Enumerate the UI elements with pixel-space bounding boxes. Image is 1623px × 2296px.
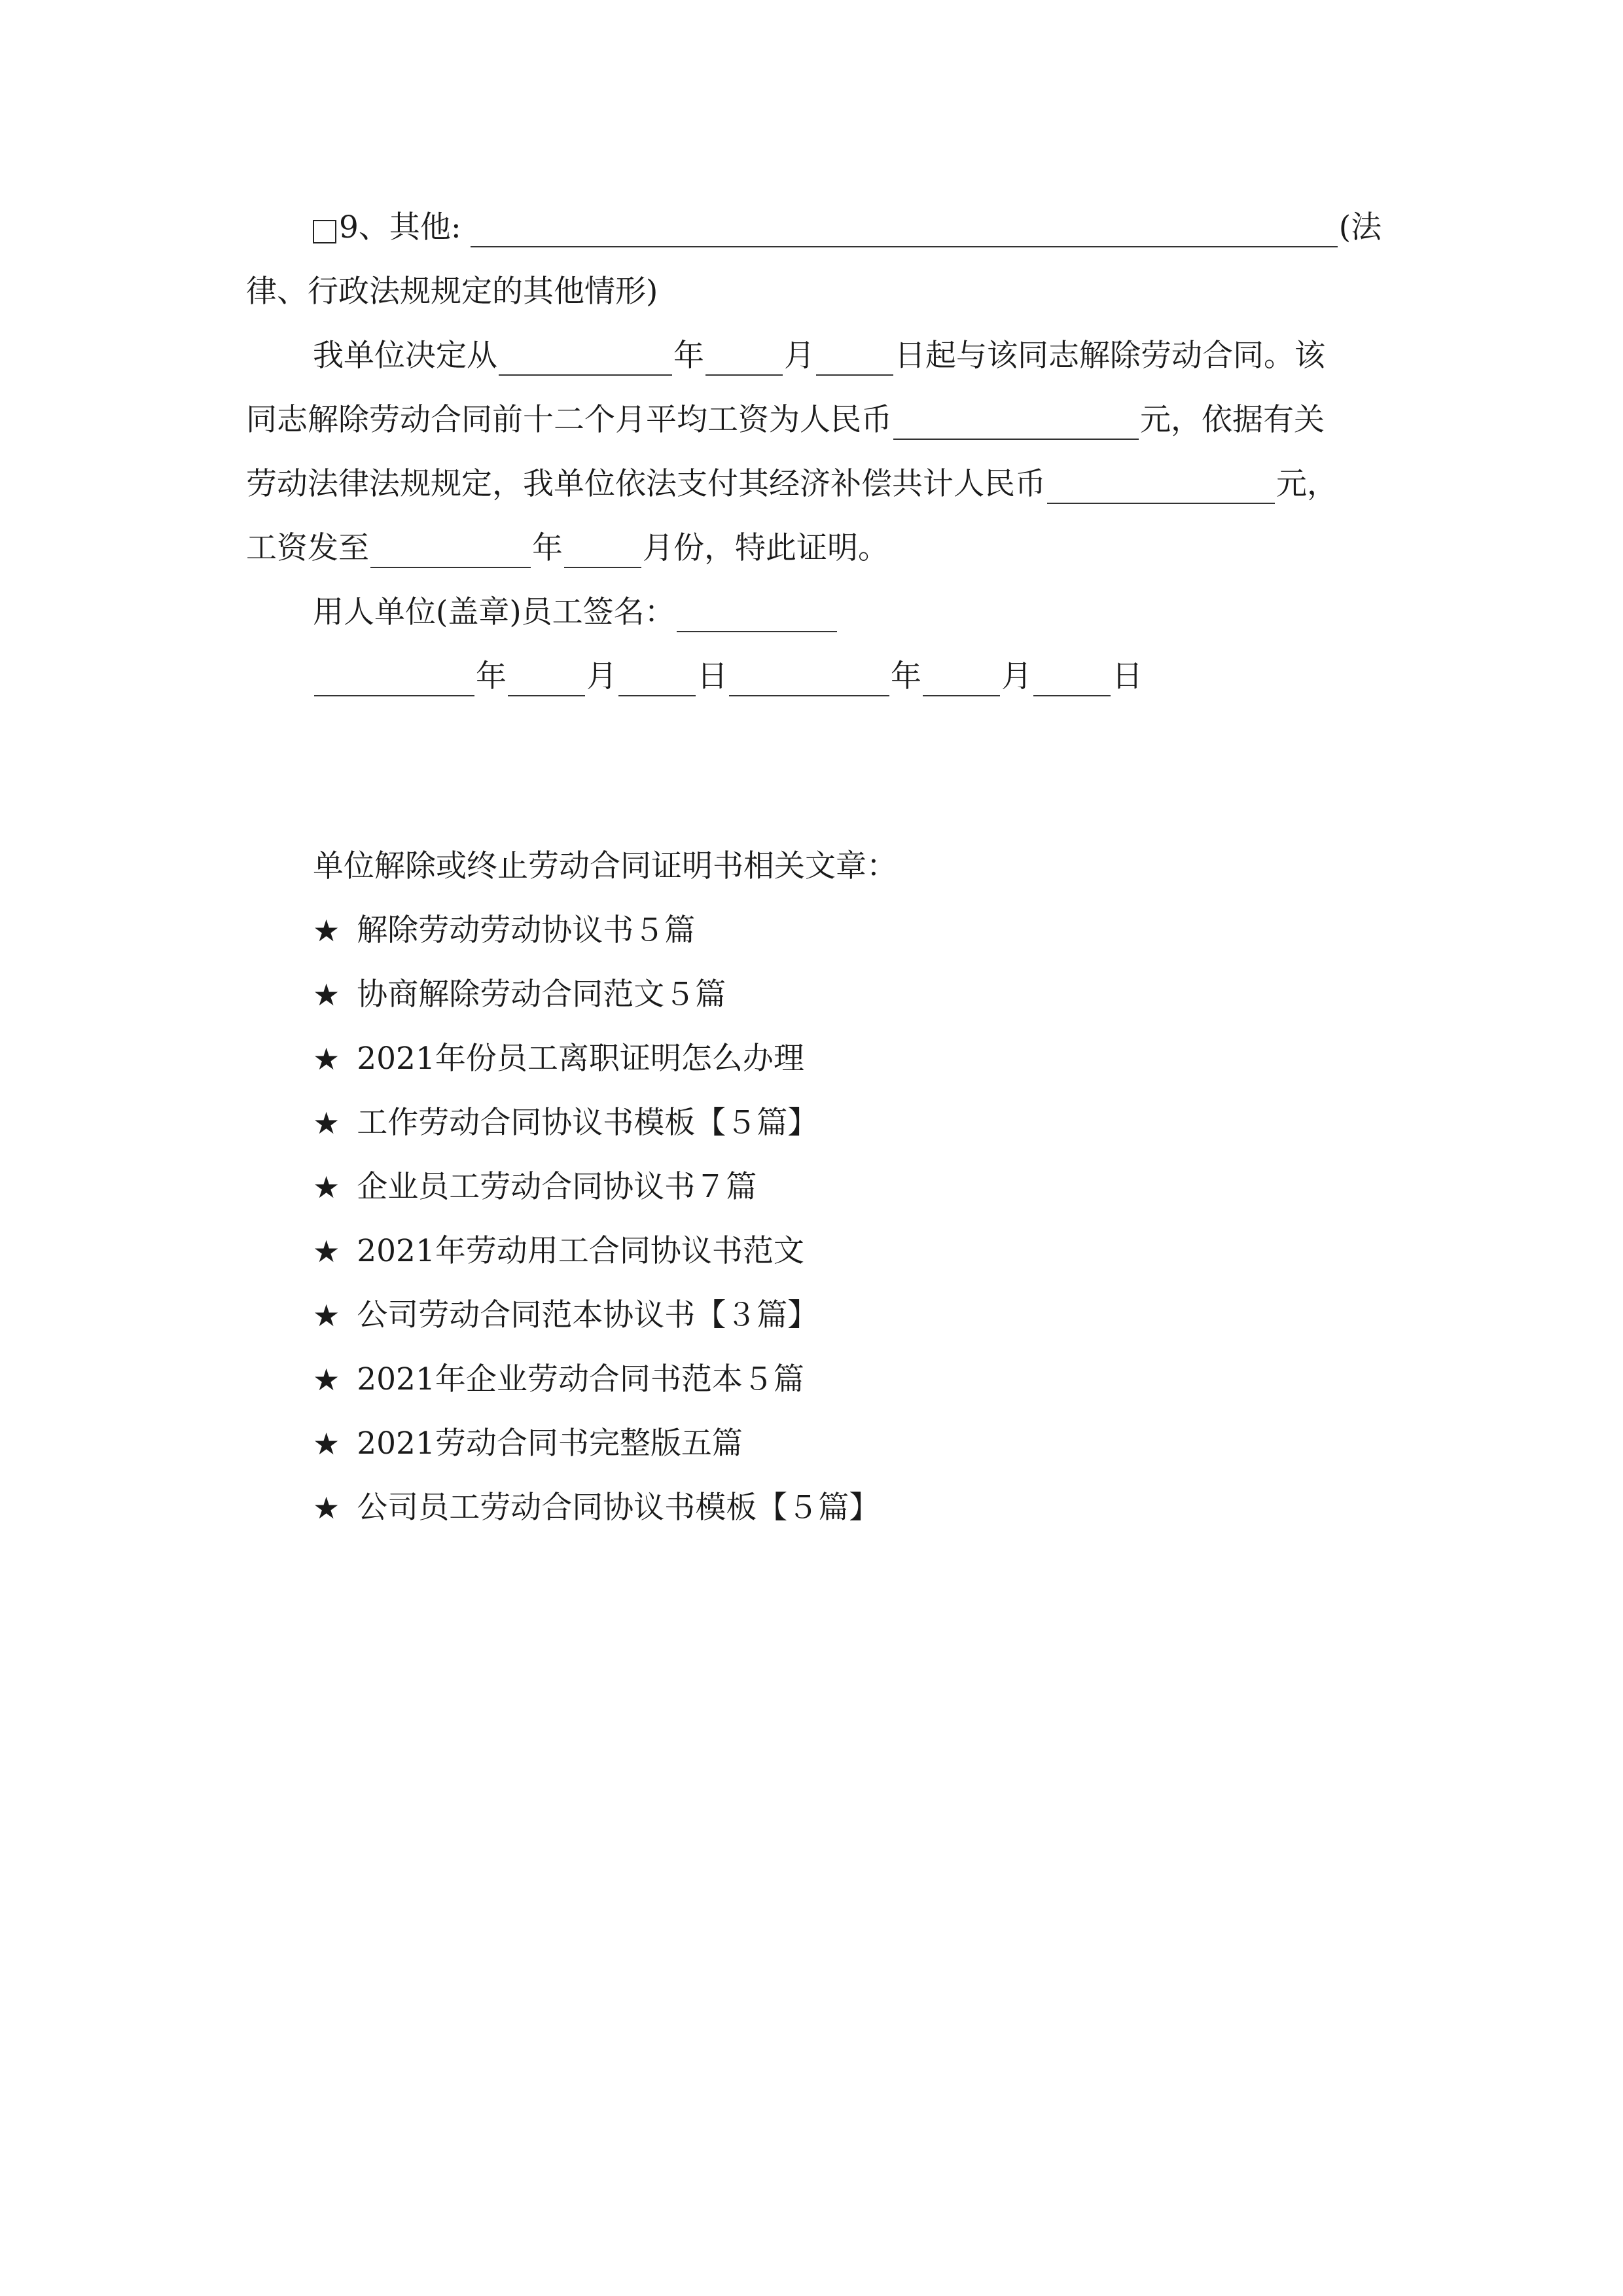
decision-line-2: [246, 401, 1325, 440]
related-item[interactable]: [313, 1296, 818, 1335]
related-item[interactable]: [313, 1039, 804, 1079]
wage-year-blank[interactable]: [370, 538, 531, 568]
decision-text-a: 我单位决定从: [313, 338, 497, 374]
other-label: 9、其他:: [339, 209, 461, 245]
related-item[interactable]: [313, 1424, 743, 1463]
signature-label: 用人单位(盖章)员工签名：: [313, 594, 675, 630]
related-item[interactable]: [313, 975, 726, 1014]
month-label: 月: [784, 338, 815, 374]
wage-year-label: 年: [532, 530, 563, 566]
date-line: [313, 657, 1143, 696]
related-item[interactable]: [313, 1103, 818, 1143]
other-continuation: [246, 272, 658, 312]
related-item[interactable]: [313, 1168, 757, 1207]
date2-year-blank[interactable]: [729, 666, 889, 696]
decision-text-b: 日起与该同志解除劳动合同。该: [895, 338, 1325, 374]
related-item-label[interactable]: 公司劳动合同范本协议书【３篇】: [357, 1297, 819, 1333]
decision-line-1: [313, 336, 1325, 376]
compensation-blank[interactable]: [1047, 474, 1275, 504]
date2-month-label: 月: [1001, 658, 1032, 694]
signature-blank[interactable]: [677, 602, 837, 632]
related-item-label[interactable]: 2021年份员工离职证明怎么办理: [357, 1041, 804, 1077]
related-item-label[interactable]: 解除劳动劳动协议书５篇: [357, 912, 696, 948]
year-blank[interactable]: [499, 346, 672, 376]
decision-line-3: [246, 465, 1338, 504]
related-item[interactable]: [313, 911, 695, 950]
salary-blank[interactable]: [893, 410, 1139, 440]
date2-month-blank[interactable]: [923, 666, 1000, 696]
wage-text-b: 月份，特此证明。: [643, 530, 889, 566]
star-icon: ★: [313, 1105, 340, 1141]
date-year-label: 年: [476, 658, 507, 694]
date-day-blank[interactable]: [618, 666, 696, 696]
other-tail: (法: [1338, 209, 1382, 245]
salary-text: 同志解除劳动合同前十二个月平均工资为人民币: [246, 402, 892, 438]
signature-line: [313, 593, 838, 632]
star-icon: ★: [313, 1041, 340, 1077]
other-blank[interactable]: [471, 217, 1338, 247]
date-month-blank[interactable]: [508, 666, 585, 696]
wage-month-blank[interactable]: [564, 538, 641, 568]
related-item-label[interactable]: 企业员工劳动合同协议书７篇: [357, 1169, 757, 1205]
date-day-label: 日: [697, 658, 728, 694]
day-blank[interactable]: [816, 346, 893, 376]
star-icon: ★: [313, 1298, 340, 1333]
related-item-label[interactable]: 2021劳动合同书完整版五篇: [357, 1426, 743, 1462]
star-icon: ★: [313, 1362, 340, 1397]
related-item-label[interactable]: 2021年劳动用工合同协议书范文: [357, 1233, 804, 1269]
checkbox-icon[interactable]: [313, 220, 336, 243]
related-item-label[interactable]: 公司员工劳动合同协议书模板【５篇】: [357, 1490, 880, 1526]
wage-text: 工资发至: [246, 530, 369, 566]
star-icon: ★: [313, 1490, 340, 1526]
year-label: 年: [673, 338, 704, 374]
star-icon: ★: [313, 1426, 340, 1462]
related-item-label[interactable]: 协商解除劳动合同范文５篇: [357, 977, 726, 1013]
other-line: [313, 208, 1382, 247]
month-blank[interactable]: [705, 346, 783, 376]
compensation-text-b: 元，: [1276, 466, 1338, 502]
other-continuation-text: 律、行政法规规定的其他情形): [246, 274, 658, 310]
related-item[interactable]: [313, 1232, 804, 1271]
related-item-label[interactable]: 2021年企业劳动合同书范本５篇: [357, 1361, 804, 1397]
star-icon: ★: [313, 1170, 340, 1205]
related-item-label[interactable]: 工作劳动合同协议书模板【５篇】: [357, 1105, 819, 1141]
related-item[interactable]: [313, 1488, 880, 1528]
decision-line-4: [246, 529, 889, 568]
date-month-label: 月: [586, 658, 617, 694]
compensation-text: 劳动法律法规规定，我单位依法支付其经济补偿共计人民币: [246, 466, 1046, 502]
related-item[interactable]: [313, 1360, 804, 1399]
star-icon: ★: [313, 1234, 340, 1269]
date2-day-label: 日: [1112, 658, 1143, 694]
date2-day-blank[interactable]: [1033, 666, 1111, 696]
date2-year-label: 年: [891, 658, 921, 694]
star-icon: ★: [313, 913, 340, 948]
related-heading: [313, 847, 897, 886]
salary-text-b: 元，依据有关: [1140, 402, 1325, 438]
date-year-blank[interactable]: [314, 666, 474, 696]
star-icon: ★: [313, 977, 340, 1013]
related-heading-text: 单位解除或终止劳动合同证明书相关文章：: [313, 848, 897, 884]
